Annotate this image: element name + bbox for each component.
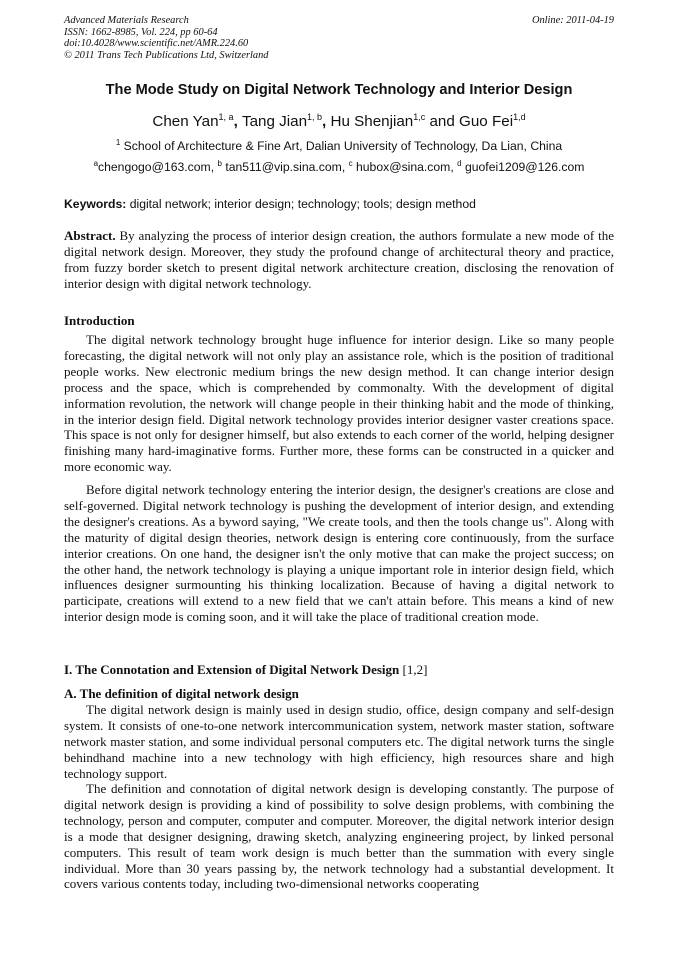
keywords xyxy=(64,197,614,211)
journal-info xyxy=(64,15,268,61)
section-1-paragraph-1: The digital network design is mainly used in design studio, office, design company and self-design system. It consists of one-to-one network intercommunication system, network master station, software network master station, and some individual personal computers etc. The digital network turns the single behindhand machine into a new technology with high efficiency, high resources share and high technology support. xyxy=(64,702,614,781)
author-affiliation-mark: 1,c xyxy=(413,112,426,122)
section-1-reference: [1,2] xyxy=(402,662,428,677)
email-address: chengogo@163.com xyxy=(98,160,211,174)
email-address: tan511@vip.sina.com xyxy=(225,160,342,174)
author-name: Guo Fei xyxy=(459,113,514,130)
issn-line: ISSN: 1662-8985, Vol. 224, pp 60-64 xyxy=(64,26,218,38)
online-date: Online: 2011-04-19 xyxy=(531,15,614,26)
author-separator: , xyxy=(233,113,243,130)
affiliation xyxy=(64,139,614,153)
copyright-line: © 2011 Trans Tech Publications Ltd, Switzerland xyxy=(64,49,269,61)
author-affiliation-mark: 1,d xyxy=(513,112,526,122)
paper-title: The Mode Study on Digital Network Technology and Interior Design xyxy=(105,82,573,98)
affiliation-text: School of Architecture & Fine Art, Dalian University of Technology, Da Lian, China xyxy=(123,139,563,153)
keywords-text: digital network; interior design; technology; tools; design method xyxy=(129,197,476,211)
introduction-paragraph-1: The digital network technology brought huge influence for interior design. Like so many people forecasting, the digital network will not only play an assistance role, which is the position of traditional people works. New electronic medium brings the new design method. It can change interior design process and the space, which is comprehended by commonalty. With the development of digital information revolution, the network will change people in their thinking habit and the mode of thinking, in the interior design field. Digital network technology provides interior designer vaster creations space. This space is not only for designer himself, but also extends to each corner of the world, helping designer finishing many hard-imaginative forms. Further more, these forms can be constructed in a quicker and more economic way. xyxy=(64,332,614,475)
introduction-paragraph-2: Before digital network technology entering the interior design, the designer's creations are close and self-governed. Digital network technology is pushing the development of interior design, and extending the designer's creations. As a byword saying, "We create tools, and then the tools change us". Along with the maturity of digital design theories, network design is entering core continuously, from the surface interior creations. On one hand, the designer isn't the only motive that can make the project success; on the other hand, the network technology is playing a unique important role in interior design field, which influences designer surmounting his thinking localization. Because of having a digital network to participate, creations will extend to a new field that we can't attain before. This means a kind of new interior design mode is coming soon, and it will take the place of traditional creation mode. xyxy=(64,482,614,625)
subsection-a-heading: A. The definition of digital network design xyxy=(64,686,299,701)
author-separator: and xyxy=(425,113,460,130)
journal-name: Advanced Materials Research xyxy=(64,15,189,26)
author-affiliation-mark: 1, b xyxy=(307,112,323,122)
abstract-text: By analyzing the process of interior design creation, the authors formulate a new mode of the digital network design. Moreover, they study the profound change of architectural theory and practice, from fuzzy border sketch to present digital network architecture creation, disclosing the renovation of interior design with digital network technology. xyxy=(64,228,614,291)
author-separator: , xyxy=(322,113,331,130)
email-address: guofei1209@126.com xyxy=(464,160,585,174)
author-name: Chen Yan xyxy=(152,113,219,130)
affiliation-mark: 1 xyxy=(115,138,121,147)
abstract-label: Abstract. xyxy=(64,228,116,243)
email-mark: b xyxy=(217,159,222,168)
email-mark: d xyxy=(457,159,462,168)
author-list xyxy=(64,113,614,130)
email-list: $^a$chengogo@163.com, $^b$ tan511@vip.sina.com, $^c$ hubox@sina.com, $^d$ guofei1209@126.com xyxy=(93,159,585,174)
introduction-heading: Introduction xyxy=(64,313,135,328)
abstract xyxy=(64,228,614,292)
author-name: Hu Shenjian xyxy=(330,113,414,130)
keywords-label: Keywords: xyxy=(64,197,127,211)
email-mark: a xyxy=(93,159,99,168)
author-name: Tang Jian xyxy=(242,113,308,130)
section-1-heading xyxy=(64,662,614,678)
email-address: hubox@sina.com xyxy=(355,160,451,174)
author-affiliation-mark: 1, a xyxy=(218,112,234,122)
section-1-paragraph-2: The definition and connotation of digital network design is developing constantly. The purpose of digital network design is providing a kind of possibility to solve design problems, with combining the technology, person and computer, computer and computer. Moreover, the digital network interior design is a mode that designer designing, drawing sketch, analyzing engineering project, by linked personal computers. This result of team work design is much better than the summation with every single individual. More than 30 years passing by, the network technology had a substantial development. It covers various contents today, including two-dimensional networks cooperating xyxy=(64,781,614,892)
email-mark: c xyxy=(348,159,353,168)
doi-line: doi:10.4028/www.scientific.net/AMR.224.60 xyxy=(64,38,249,49)
section-1-title: I. The Connotation and Extension of Digital Network Design xyxy=(64,662,400,677)
